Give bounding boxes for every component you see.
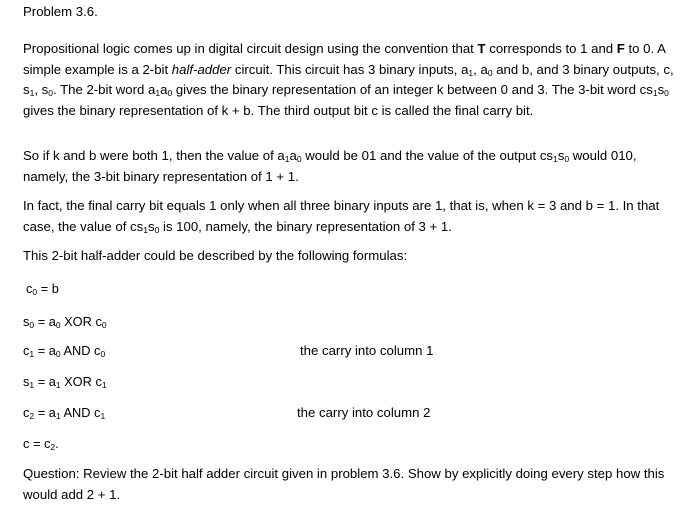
example-paragraph: So if k and b were both 1, then the value of $a_1a_0$ would be 01 and the value of the output $cs_1s_0$ would 010, namely, the 3-bit binary representation of 1 + 1. [23, 148, 637, 184]
question-paragraph: Question: Review the 2-bit half adder circuit given in problem 3.6. Show by explicitly doing every step how this would add 2 + 1. [23, 466, 665, 502]
formula-s0: $s_0 = a_0$ XOR $c_0$ [23, 314, 107, 330]
problem-title: Problem 3.6. [23, 4, 98, 19]
formulas-intro: This 2-bit half-adder could be described by the following formulas: [23, 248, 408, 263]
final-carry-paragraph: In fact, the final carry bit equals 1 only when all three binary inputs are 1, that is, when k = 3 and b = 1. In that case, the value of $cs_1s_0$ is 100, namely, the binary representation of 3 + 1. [23, 198, 660, 235]
formula-c: $c = c_2$. [23, 436, 59, 452]
formula-s1: $s_1 = a_1$ XOR $c_1$ [23, 374, 107, 390]
carry-column-1-note: the carry into column 1 [300, 343, 434, 358]
formula-c2: $c_2 = a_1$ AND $c_1$ [23, 405, 106, 421]
formula-c0: $c_0 = b$ [26, 281, 59, 297]
intro-paragraph: Propositional logic comes up in digital circuit design using the convention that T corresponds to 1 and F to 0. A simple example is a 2-bit half-adder circuit. This circuit has 3 binary inputs, $a_1$, $a_0$ and b, and 3 binary outputs, c, $s_1$, $s_0$. The 2-bit word $a_1a_0$ gives the binary representation of an integer k between 0 and 3. The 3-bit word $cs_1s_0$ gives the binary representation of k + b. The third output bit c is called the final carry bit. [23, 41, 674, 118]
carry-column-2-note: the carry into column 2 [297, 405, 431, 420]
formula-c1: $c_1 = a_0$ AND $c_0$ [23, 343, 106, 359]
